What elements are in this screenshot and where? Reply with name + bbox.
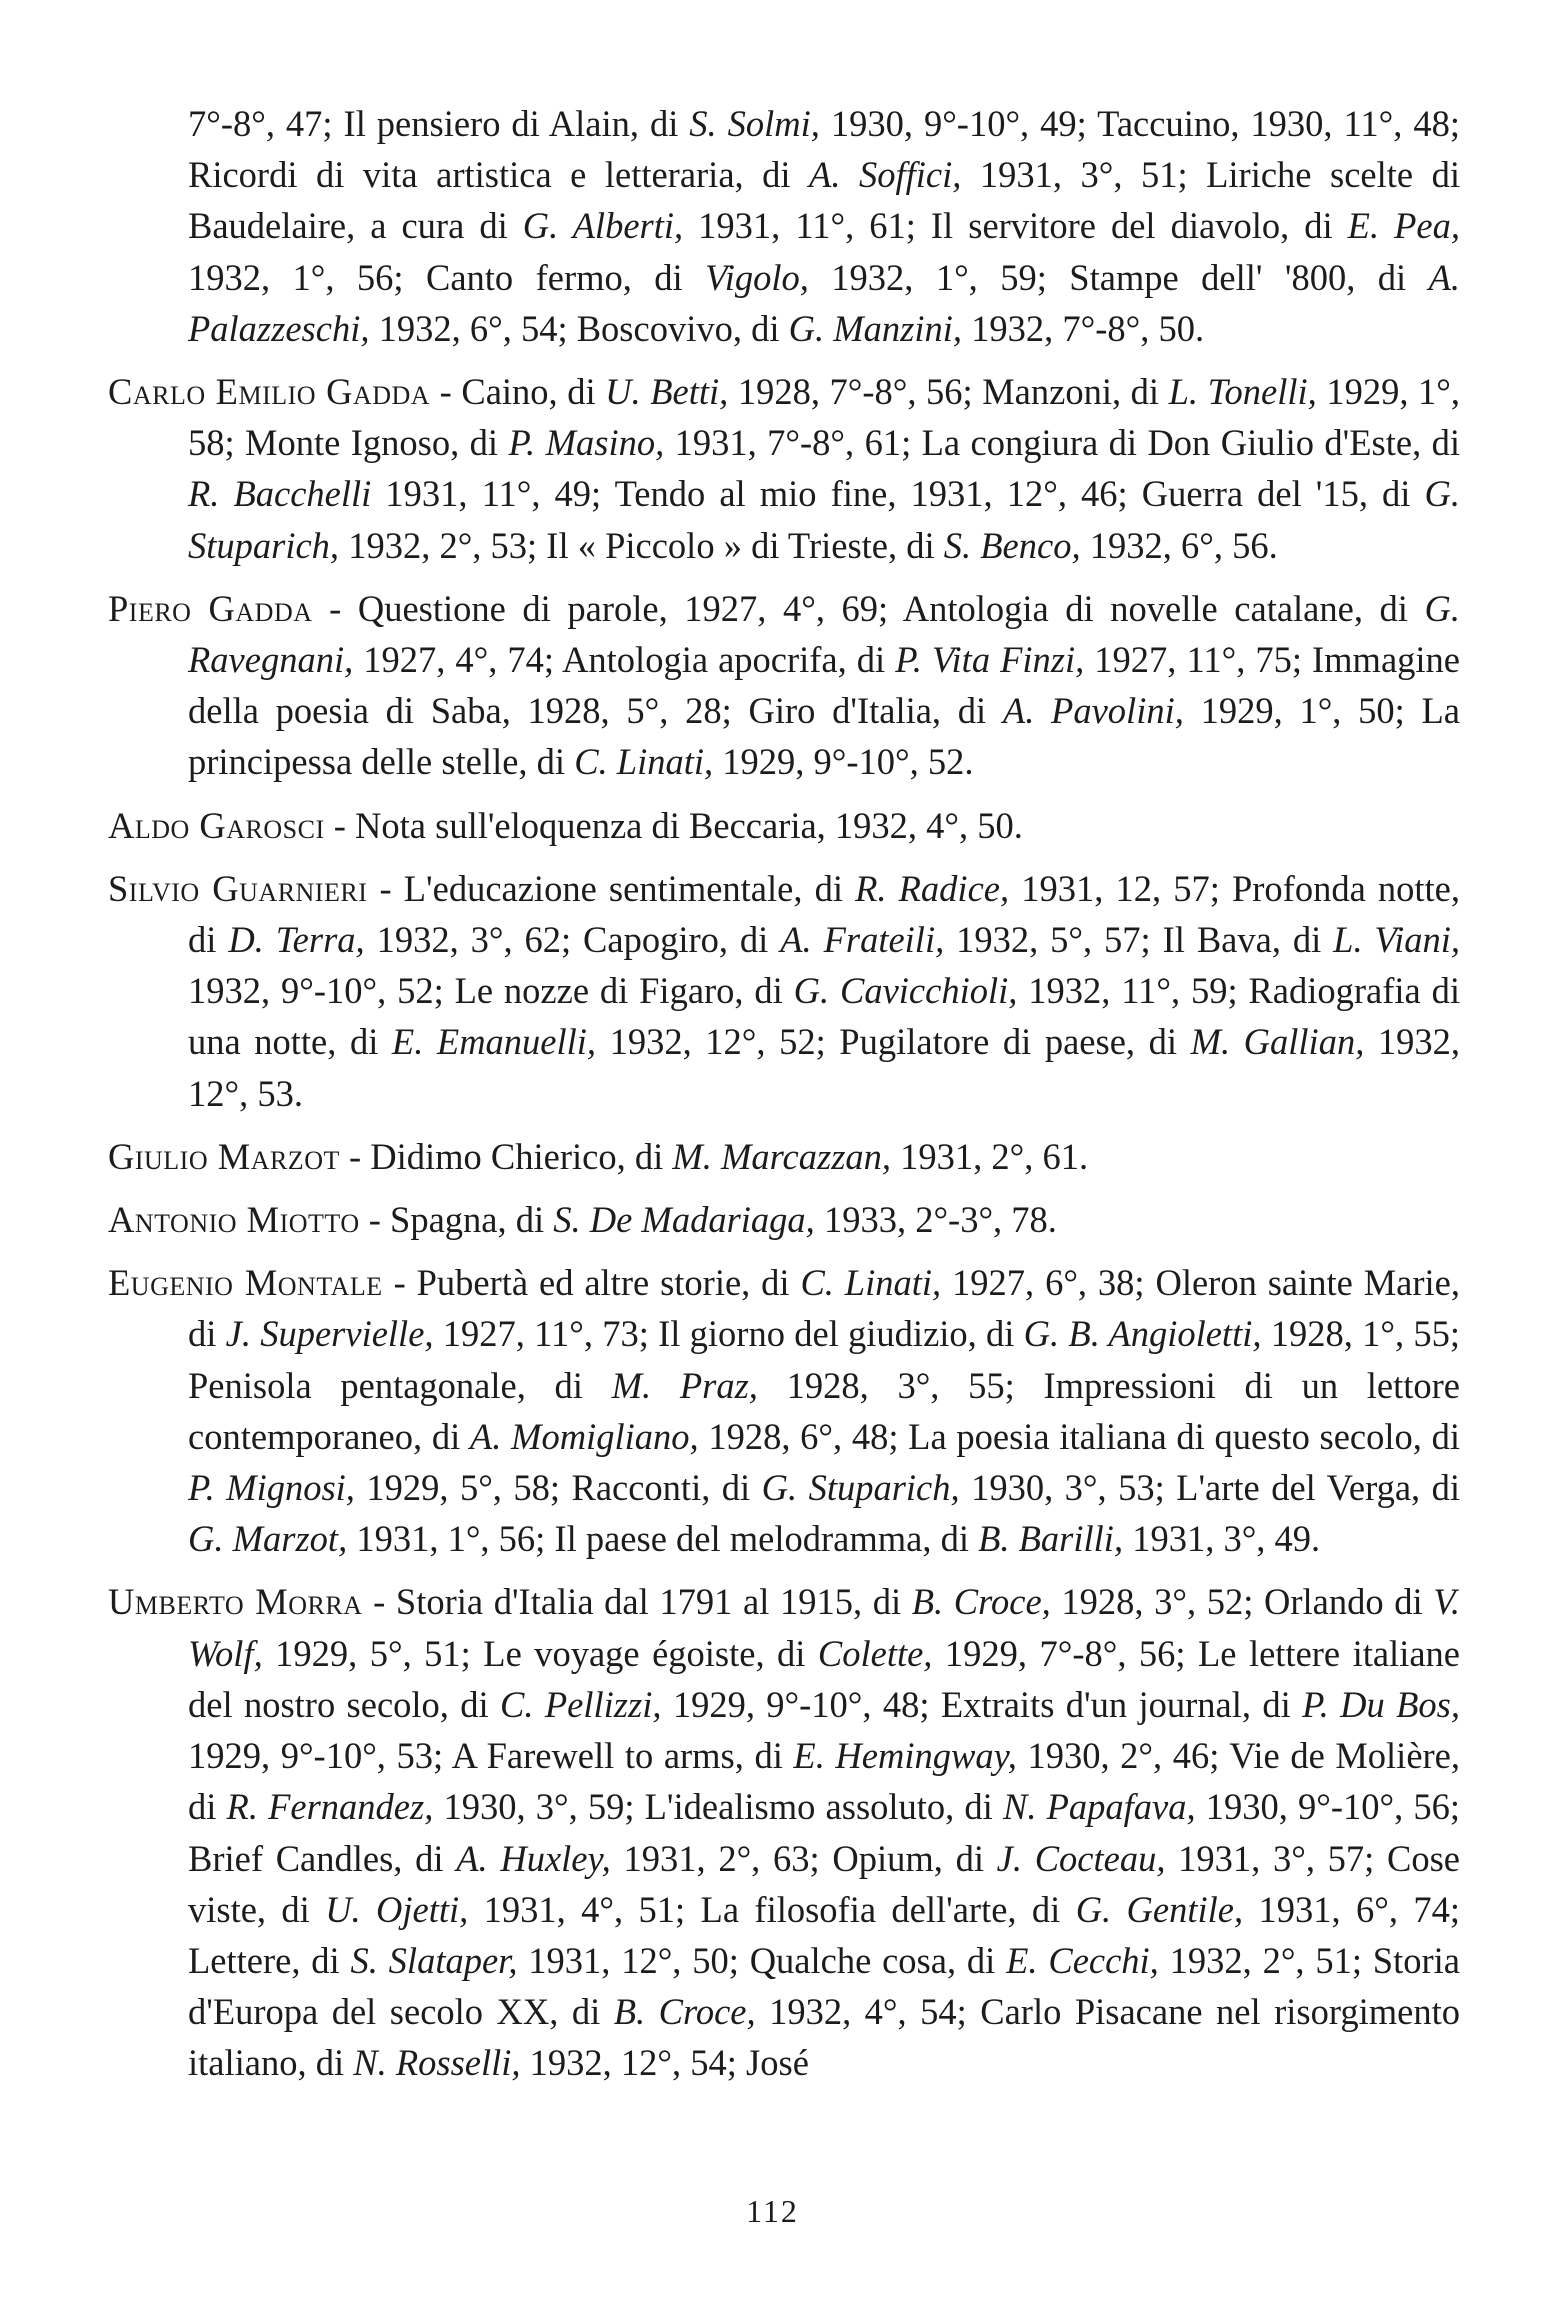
- reviewed-author: N. Papafava,: [1002, 1786, 1196, 1828]
- entry-text: 1932, 9°-10°, 52; Le nozze di Figaro, di: [188, 970, 794, 1012]
- reviewed-author: E. Pea,: [1347, 205, 1461, 247]
- entry-text: 1932, 3°, 62; Capogiro, di: [364, 919, 781, 961]
- entry-text: 1932, 11°, 59; Radiografia di una notte, di: [188, 970, 1460, 1063]
- entry-text: 1931, 12, 57; Profonda notte, di: [188, 867, 1461, 961]
- entry-text: 1928, 3°, 55; Impressioni di un lettore contemporaneo, di: [188, 1364, 1460, 1457]
- entry-author: Umberto Morra: [108, 1581, 363, 1623]
- entry-text: 1932, 2°, 53; Il « Piccolo » di Trieste, di: [339, 524, 944, 566]
- entry-text: 1931, 7°-8°, 61; La congiura di Don Giulio d'Este, di: [664, 422, 1461, 464]
- entry-text: 1932, 12°, 54; José: [520, 2042, 809, 2084]
- entry-text: 1929, 5°, 58; Racconti, di: [354, 1467, 762, 1509]
- reviewed-author: S. Benco,: [943, 524, 1081, 566]
- reviewed-author: C. Linati,: [574, 741, 714, 783]
- entry-text: 1929, 5°, 51; Le voyage égoiste, di: [262, 1632, 818, 1674]
- entry-text: 1932, 12°, 52; Pugilatore di paese, di: [596, 1021, 1191, 1063]
- reviewed-author: Vigolo,: [705, 256, 809, 298]
- entry-text: - Spagna, di: [359, 1199, 554, 1241]
- reviewed-author: P. Du Bos,: [1302, 1683, 1460, 1725]
- reviewed-author: A. Frateili,: [780, 919, 945, 961]
- reviewed-author: G. B. Angioletti,: [1023, 1313, 1262, 1355]
- entry-text: 1931, 4°, 51; La filosofia dell'arte, di: [468, 1888, 1076, 1930]
- index-entry: [108, 1576, 1460, 2088]
- reviewed-author: P. Vita Finzi,: [895, 639, 1085, 681]
- reviewed-author: A. Soffici,: [809, 154, 962, 196]
- entry-text: 1929, 1°, 58; Monte Ignoso, di: [188, 371, 1461, 464]
- entry-text: 1928, 7°-8°, 56; Manzoni, di: [728, 371, 1169, 413]
- index-entry: [108, 1194, 1460, 1245]
- entry-text: 1932, 2°, 51; Storia d'Europa del secolo XX, di: [188, 1939, 1460, 2033]
- entry-text: 1929, 9°-10°, 48; Extraits d'un journal, di: [661, 1683, 1303, 1725]
- reviewed-author: P. Mignosi,: [188, 1467, 355, 1509]
- reviewed-author: G. Ravegnani,: [188, 587, 1460, 681]
- entry-text: 1932, 4°, 54; Carlo Pisacane nel risorgimento italiano, di: [188, 1991, 1460, 2084]
- entry-text: - Storia d'Italia dal 1791 al 1915, di: [362, 1581, 912, 1623]
- entry-text: 1931, 6°, 74; Lettere, di: [188, 1888, 1460, 1981]
- entry-text: - Caino, di: [430, 371, 606, 413]
- entry-text: 1931, 11°, 49; Tendo al mio fine, 1931, 12°, 46; Guerra del '15, di: [371, 473, 1425, 515]
- reviewed-author: S. De Madariaga,: [553, 1199, 815, 1241]
- entry-text: 1930, 2°, 46; Vie de Molière, di: [188, 1735, 1461, 1828]
- entry-text: 1932, 6°, 56.: [1080, 524, 1278, 566]
- reviewed-author: A. Pavolini,: [1002, 690, 1184, 732]
- reviewed-author: E. Cecchi,: [1006, 1939, 1159, 1981]
- reviewed-author: R. Radice,: [855, 867, 1010, 909]
- entry-author: Antonio Miotto: [108, 1199, 360, 1241]
- reviewed-author: J. Cocteau,: [996, 1837, 1166, 1879]
- index-entry: [108, 1131, 1460, 1182]
- entry-text: - Didimo Chierico, di: [339, 1135, 673, 1177]
- reviewed-author: G. Marzot,: [188, 1518, 348, 1560]
- reviewed-author: L. Viani,: [1333, 919, 1461, 961]
- entry-text: 1931, 1°, 56; Il paese del melodramma, di: [347, 1518, 979, 1560]
- entry-text: 1929, 7°-8°, 56; Le lettere italiane del nostro secolo, di: [188, 1632, 1460, 1725]
- reviewed-author: U. Ojetti,: [325, 1888, 469, 1930]
- entry-text: - Nota sull'eloquenza di Beccaria, 1932, 4°, 50.: [324, 804, 1023, 846]
- entry-text: - Questione di parole, 1927, 4°, 69; Antologia di novelle catalane, di: [312, 587, 1425, 629]
- entry-text: 1929, 1°, 50; La principessa delle stelle, di: [188, 690, 1461, 783]
- entry-author: Giulio Marzot: [108, 1135, 340, 1177]
- reviewed-author: Colette,: [817, 1632, 933, 1674]
- entry-text: 1927, 6°, 38; Oleron sainte Marie, di: [188, 1262, 1461, 1355]
- entry-author: Carlo Emilio Gadda: [108, 371, 431, 413]
- entry-author: Aldo Garosci: [108, 804, 325, 846]
- entry-text: 1930, 9°-10°, 56; Brief Candles, di: [188, 1786, 1460, 1879]
- reviewed-author: N. Rosselli,: [353, 2042, 521, 2084]
- reviewed-author: B. Croce,: [911, 1581, 1051, 1623]
- index-entry: [108, 863, 1460, 1119]
- entry-text: 1931, 12°, 50; Qualche cosa, di: [517, 1939, 1007, 1981]
- entry-text: 1933, 2°-3°, 78.: [814, 1199, 1057, 1241]
- reviewed-author: P. Masino,: [508, 422, 665, 464]
- entry-text: 1927, 11°, 75; Immagine della poesia di Saba, 1928, 5°, 28; Giro d'Italia, di: [188, 639, 1460, 732]
- entry-text: 1931, 3°, 51; Liriche scelte di Baudelaire, a cura di: [188, 154, 1460, 247]
- index-text: [108, 98, 1460, 2101]
- reviewed-author: A. Huxley,: [456, 1837, 611, 1879]
- entry-text: 1931, 11°, 61; Il servitore del diavolo, di: [683, 205, 1348, 247]
- reviewed-author: D. Terra,: [228, 919, 365, 961]
- reviewed-author: G. Stuparich,: [188, 473, 1460, 566]
- reviewed-author: R. Bacchelli: [188, 473, 372, 515]
- entry-text: 1929, 9°-10°, 53; A Farewell to arms, di: [188, 1735, 794, 1777]
- reviewed-author: U. Betti,: [605, 371, 729, 413]
- entry-text: 1927, 4°, 74; Antologia apocrifa, di: [353, 639, 896, 681]
- entry-text: 1928, 3°, 52; Orlando di: [1050, 1581, 1434, 1623]
- entry-text: 1930, 9°-10°, 49; Taccuino, 1930, 11°, 48; Ricordi di vita artistica e letteraria, di: [188, 103, 1460, 196]
- entry-text: 1932, 7°-8°, 50.: [962, 307, 1205, 349]
- entry-author: Silvio Guarnieri: [108, 867, 368, 909]
- reviewed-author: B. Barilli,: [978, 1518, 1124, 1560]
- index-entry: [108, 583, 1460, 788]
- reviewed-author: M. Marcazzan,: [672, 1135, 892, 1177]
- index-entry: [108, 1257, 1460, 1564]
- entry-text: 1929, 9°-10°, 52.: [713, 741, 974, 783]
- reviewed-author: S. Slataper,: [350, 1939, 518, 1981]
- entry-text: 1928, 1°, 55; Penisola pentagonale, di: [188, 1313, 1460, 1406]
- reviewed-author: B. Croce,: [613, 1991, 756, 2033]
- entry-text: 1932, 1°, 59; Stampe dell' '800, di: [808, 256, 1429, 298]
- reviewed-author: E. Emanuelli,: [391, 1021, 597, 1063]
- entry-text: 1931, 3°, 49.: [1123, 1518, 1321, 1560]
- reviewed-author: C. Linati,: [800, 1262, 942, 1304]
- reviewed-author: L. Tonelli,: [1168, 371, 1317, 413]
- index-entry: [108, 800, 1460, 851]
- reviewed-author: G. Alberti,: [522, 205, 684, 247]
- index-entry-continuation: [108, 98, 1460, 354]
- entry-text: 1931, 2°, 61.: [891, 1135, 1089, 1177]
- reviewed-author: S. Solmi,: [689, 103, 820, 144]
- entry-text: 1932, 6°, 54; Boscovivo, di: [369, 307, 789, 349]
- reviewed-author: V. Wolf,: [188, 1581, 1460, 1674]
- reviewed-author: G. Stuparich,: [761, 1467, 960, 1509]
- reviewed-author: G. Manzini,: [788, 307, 962, 349]
- entry-text: 1932, 1°, 56; Canto fermo, di: [188, 256, 706, 298]
- entry-text: 1928, 6°, 48; La poesia italiana di questo secolo, di: [698, 1415, 1460, 1457]
- page-number: 112: [746, 2193, 799, 2229]
- reviewed-author: E. Hemingway,: [793, 1735, 1017, 1777]
- entry-author: Eugenio Montale: [108, 1262, 383, 1304]
- reviewed-author: M. Praz,: [611, 1364, 758, 1406]
- index-entry: [108, 366, 1460, 571]
- entry-text: - L'educazione sentimentale, di: [367, 867, 856, 909]
- entry-text: 7°-8°, 47; Il pensiero di Alain, di: [188, 103, 690, 144]
- reviewed-author: G. Cavicchioli,: [793, 970, 1018, 1012]
- entry-text: 1931, 2°, 63; Opium, di: [610, 1837, 997, 1879]
- reviewed-author: A. Palazzeschi,: [188, 256, 1460, 349]
- reviewed-author: G. Gentile,: [1075, 1888, 1244, 1930]
- reviewed-author: M. Gallian,: [1190, 1021, 1365, 1063]
- reviewed-author: C. Pellizzi,: [500, 1683, 662, 1725]
- reviewed-author: A. Momigliano,: [469, 1415, 699, 1457]
- entry-text: 1927, 11°, 73; Il giorno del giudizio, di: [433, 1313, 1024, 1355]
- entry-text: 1932, 12°, 53.: [188, 1021, 1461, 1114]
- entry-text: 1932, 5°, 57; Il Bava, di: [944, 919, 1334, 961]
- entry-text: 1931, 3°, 57; Cose viste, di: [188, 1837, 1461, 1930]
- entry-text: - Pubertà ed altre storie, di: [382, 1262, 801, 1304]
- entry-text: 1930, 3°, 59; L'idealismo assoluto, di: [433, 1786, 1003, 1828]
- reviewed-author: J. Supervielle,: [225, 1313, 434, 1355]
- reviewed-author: R. Fernandez,: [226, 1786, 434, 1828]
- entry-author: Piero Gadda: [108, 587, 313, 629]
- entry-text: 1930, 3°, 53; L'arte del Verga, di: [959, 1467, 1461, 1509]
